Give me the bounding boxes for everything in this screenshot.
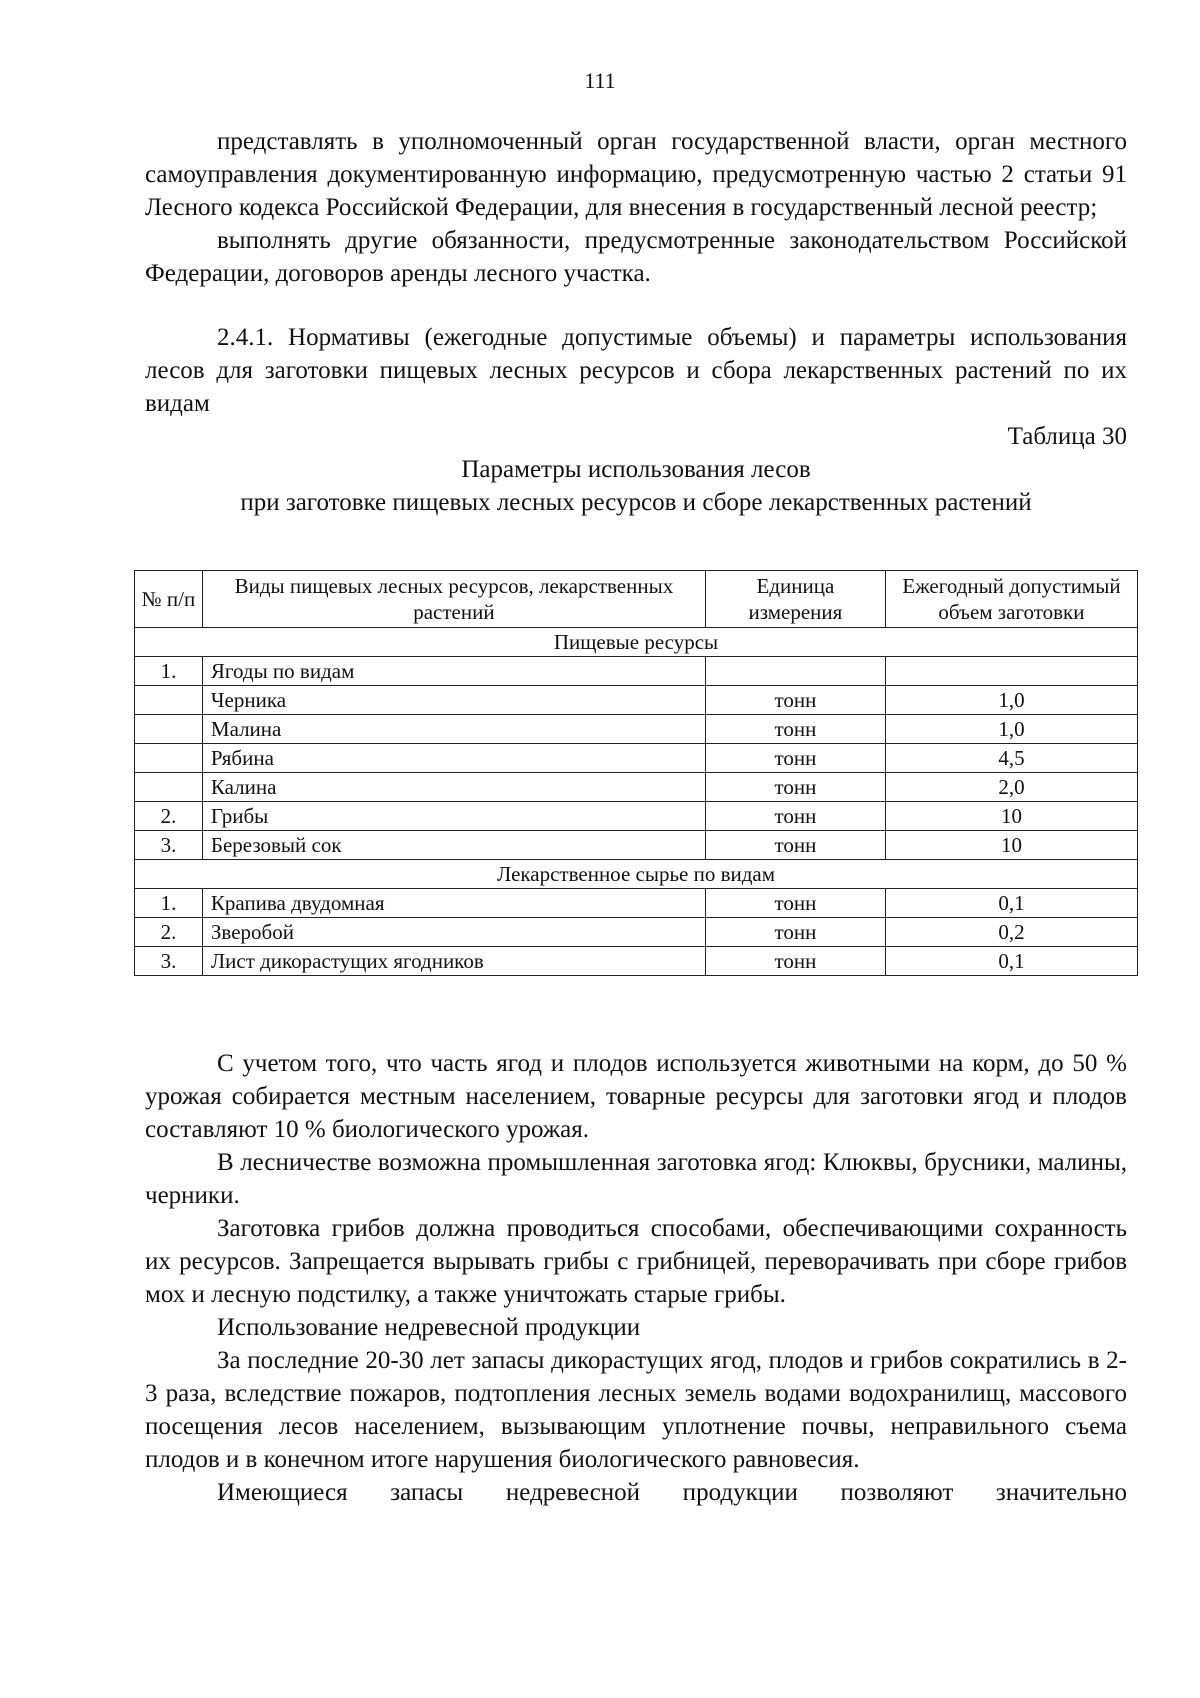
row-value: 10 xyxy=(885,831,1137,860)
paragraph: выполнять другие обязанности, предусмотренные законодательством Российской Федерации, договоров аренды лесного участка. xyxy=(145,227,1127,287)
row-value: 0,1 xyxy=(885,889,1137,918)
row-unit: тонн xyxy=(705,802,885,831)
paragraph: За последние 20-30 лет запасы дикорастущих ягод, плодов и грибов сократились в 2-3 раза, вследствие пожаров, подтопления лесных земель водами водохранилищ, массового посещения лесов населением, вызывающим уплотнение почвы, неправильного съема плодов и в конечном итоге нарушения биологического равновесия. xyxy=(145,1347,1127,1473)
section-medicinal: Лекарственное сырье по видам xyxy=(135,860,1138,889)
header-resource-type: Виды пищевых лесных ресурсов, лекарственных растений xyxy=(202,571,705,628)
table-row xyxy=(135,715,1138,744)
table-row xyxy=(135,686,1138,715)
header-unit: Единица измерения xyxy=(705,571,885,628)
row-number: 3. xyxy=(135,947,203,976)
row-value: 0,2 xyxy=(885,918,1137,947)
row-name: Рябина xyxy=(202,744,705,773)
row-name: Грибы xyxy=(202,802,705,831)
row-name: Малина xyxy=(202,715,705,744)
row-name: Лист дикорастущих ягодников xyxy=(202,947,705,976)
table-row xyxy=(135,947,1138,976)
paragraph: С учетом того, что часть ягод и плодов используется животными на корм, до 50 % урожая собирается местным населением, товарные ресурсы для заготовки ягод и плодов составляют 10 % биологического урожая. xyxy=(145,1050,1127,1143)
subheading: Использование недревесной продукции xyxy=(217,1314,641,1341)
table-title-line2: при заготовке пищевых лесных ресурсов и сборе лекарственных растений xyxy=(240,489,1032,516)
table-row xyxy=(135,918,1138,947)
row-value: 10 xyxy=(885,802,1137,831)
row-name: Черника xyxy=(202,686,705,715)
section-row xyxy=(135,628,1138,657)
row-number: 3. xyxy=(135,831,203,860)
top-text xyxy=(145,125,1127,519)
row-name: Зверобой xyxy=(202,918,705,947)
row-value: 4,5 xyxy=(885,744,1137,773)
paragraph: В лесничестве возможна промышленная заготовка ягод: Клюквы, брусники, малины, черники. xyxy=(145,1149,1127,1209)
row-unit xyxy=(705,657,885,686)
row-number xyxy=(135,773,203,802)
row-value xyxy=(885,657,1137,686)
row-number: 2. xyxy=(135,802,203,831)
table-title-line1: Параметры использования лесов xyxy=(461,456,811,483)
table-row xyxy=(135,831,1138,860)
row-unit: тонн xyxy=(705,831,885,860)
row-unit: тонн xyxy=(705,918,885,947)
row-name: Калина xyxy=(202,773,705,802)
header-annual-volume: Ежегодный допустимый объем заготовки xyxy=(885,571,1137,628)
table-number: Таблица 30 xyxy=(1007,423,1127,450)
row-unit: тонн xyxy=(705,686,885,715)
paragraph: представлять в уполномоченный орган государственной власти, орган местного самоуправления документированную информацию, предусмотренную частью 2 статьи 91 Лесного кодекса Российской Федерации, для внесения в государственный лесной реестр; xyxy=(145,128,1127,221)
row-number xyxy=(135,715,203,744)
row-unit: тонн xyxy=(705,715,885,744)
row-name: Березовый сок xyxy=(202,831,705,860)
header-number: № п/п xyxy=(135,571,203,628)
page-number: 111 xyxy=(584,68,616,93)
row-number: 1. xyxy=(135,889,203,918)
row-unit: тонн xyxy=(705,744,885,773)
table-header-row xyxy=(135,571,1138,628)
row-number: 1. xyxy=(135,657,203,686)
row-number xyxy=(135,744,203,773)
table-row xyxy=(135,773,1138,802)
row-name: Крапива двудомная xyxy=(202,889,705,918)
section-row xyxy=(135,860,1138,889)
row-unit: тонн xyxy=(705,773,885,802)
row-value: 1,0 xyxy=(885,686,1137,715)
section-heading: 2.4.1. Нормативы (ежегодные допустимые объемы) и параметры использования лесов для заготовки пищевых лесных ресурсов и сбора лекарственных растений по их видам xyxy=(145,324,1127,417)
paragraph: Имеющиеся запасы недревесной продукции позволяют значительно xyxy=(217,1479,1127,1506)
paragraph: Заготовка грибов должна проводиться способами, обеспечивающими сохранность их ресурсов. Запрещается вырывать грибы с грибницей, переворачивать при сборе грибов мох и лесную подстилку, а также уничтожать старые грибы. xyxy=(145,1215,1127,1308)
table-row xyxy=(135,657,1138,686)
bottom-text xyxy=(145,1047,1127,1509)
row-number: 2. xyxy=(135,918,203,947)
parameters-table xyxy=(134,570,1138,976)
row-value: 2,0 xyxy=(885,773,1137,802)
table-row xyxy=(135,744,1138,773)
table-row xyxy=(135,889,1138,918)
row-unit: тонн xyxy=(705,947,885,976)
table-row xyxy=(135,802,1138,831)
row-value: 0,1 xyxy=(885,947,1137,976)
row-unit: тонн xyxy=(705,889,885,918)
row-number xyxy=(135,686,203,715)
row-name: Ягоды по видам xyxy=(202,657,705,686)
row-value: 1,0 xyxy=(885,715,1137,744)
section-food-resources: Пищевые ресурсы xyxy=(135,628,1138,657)
